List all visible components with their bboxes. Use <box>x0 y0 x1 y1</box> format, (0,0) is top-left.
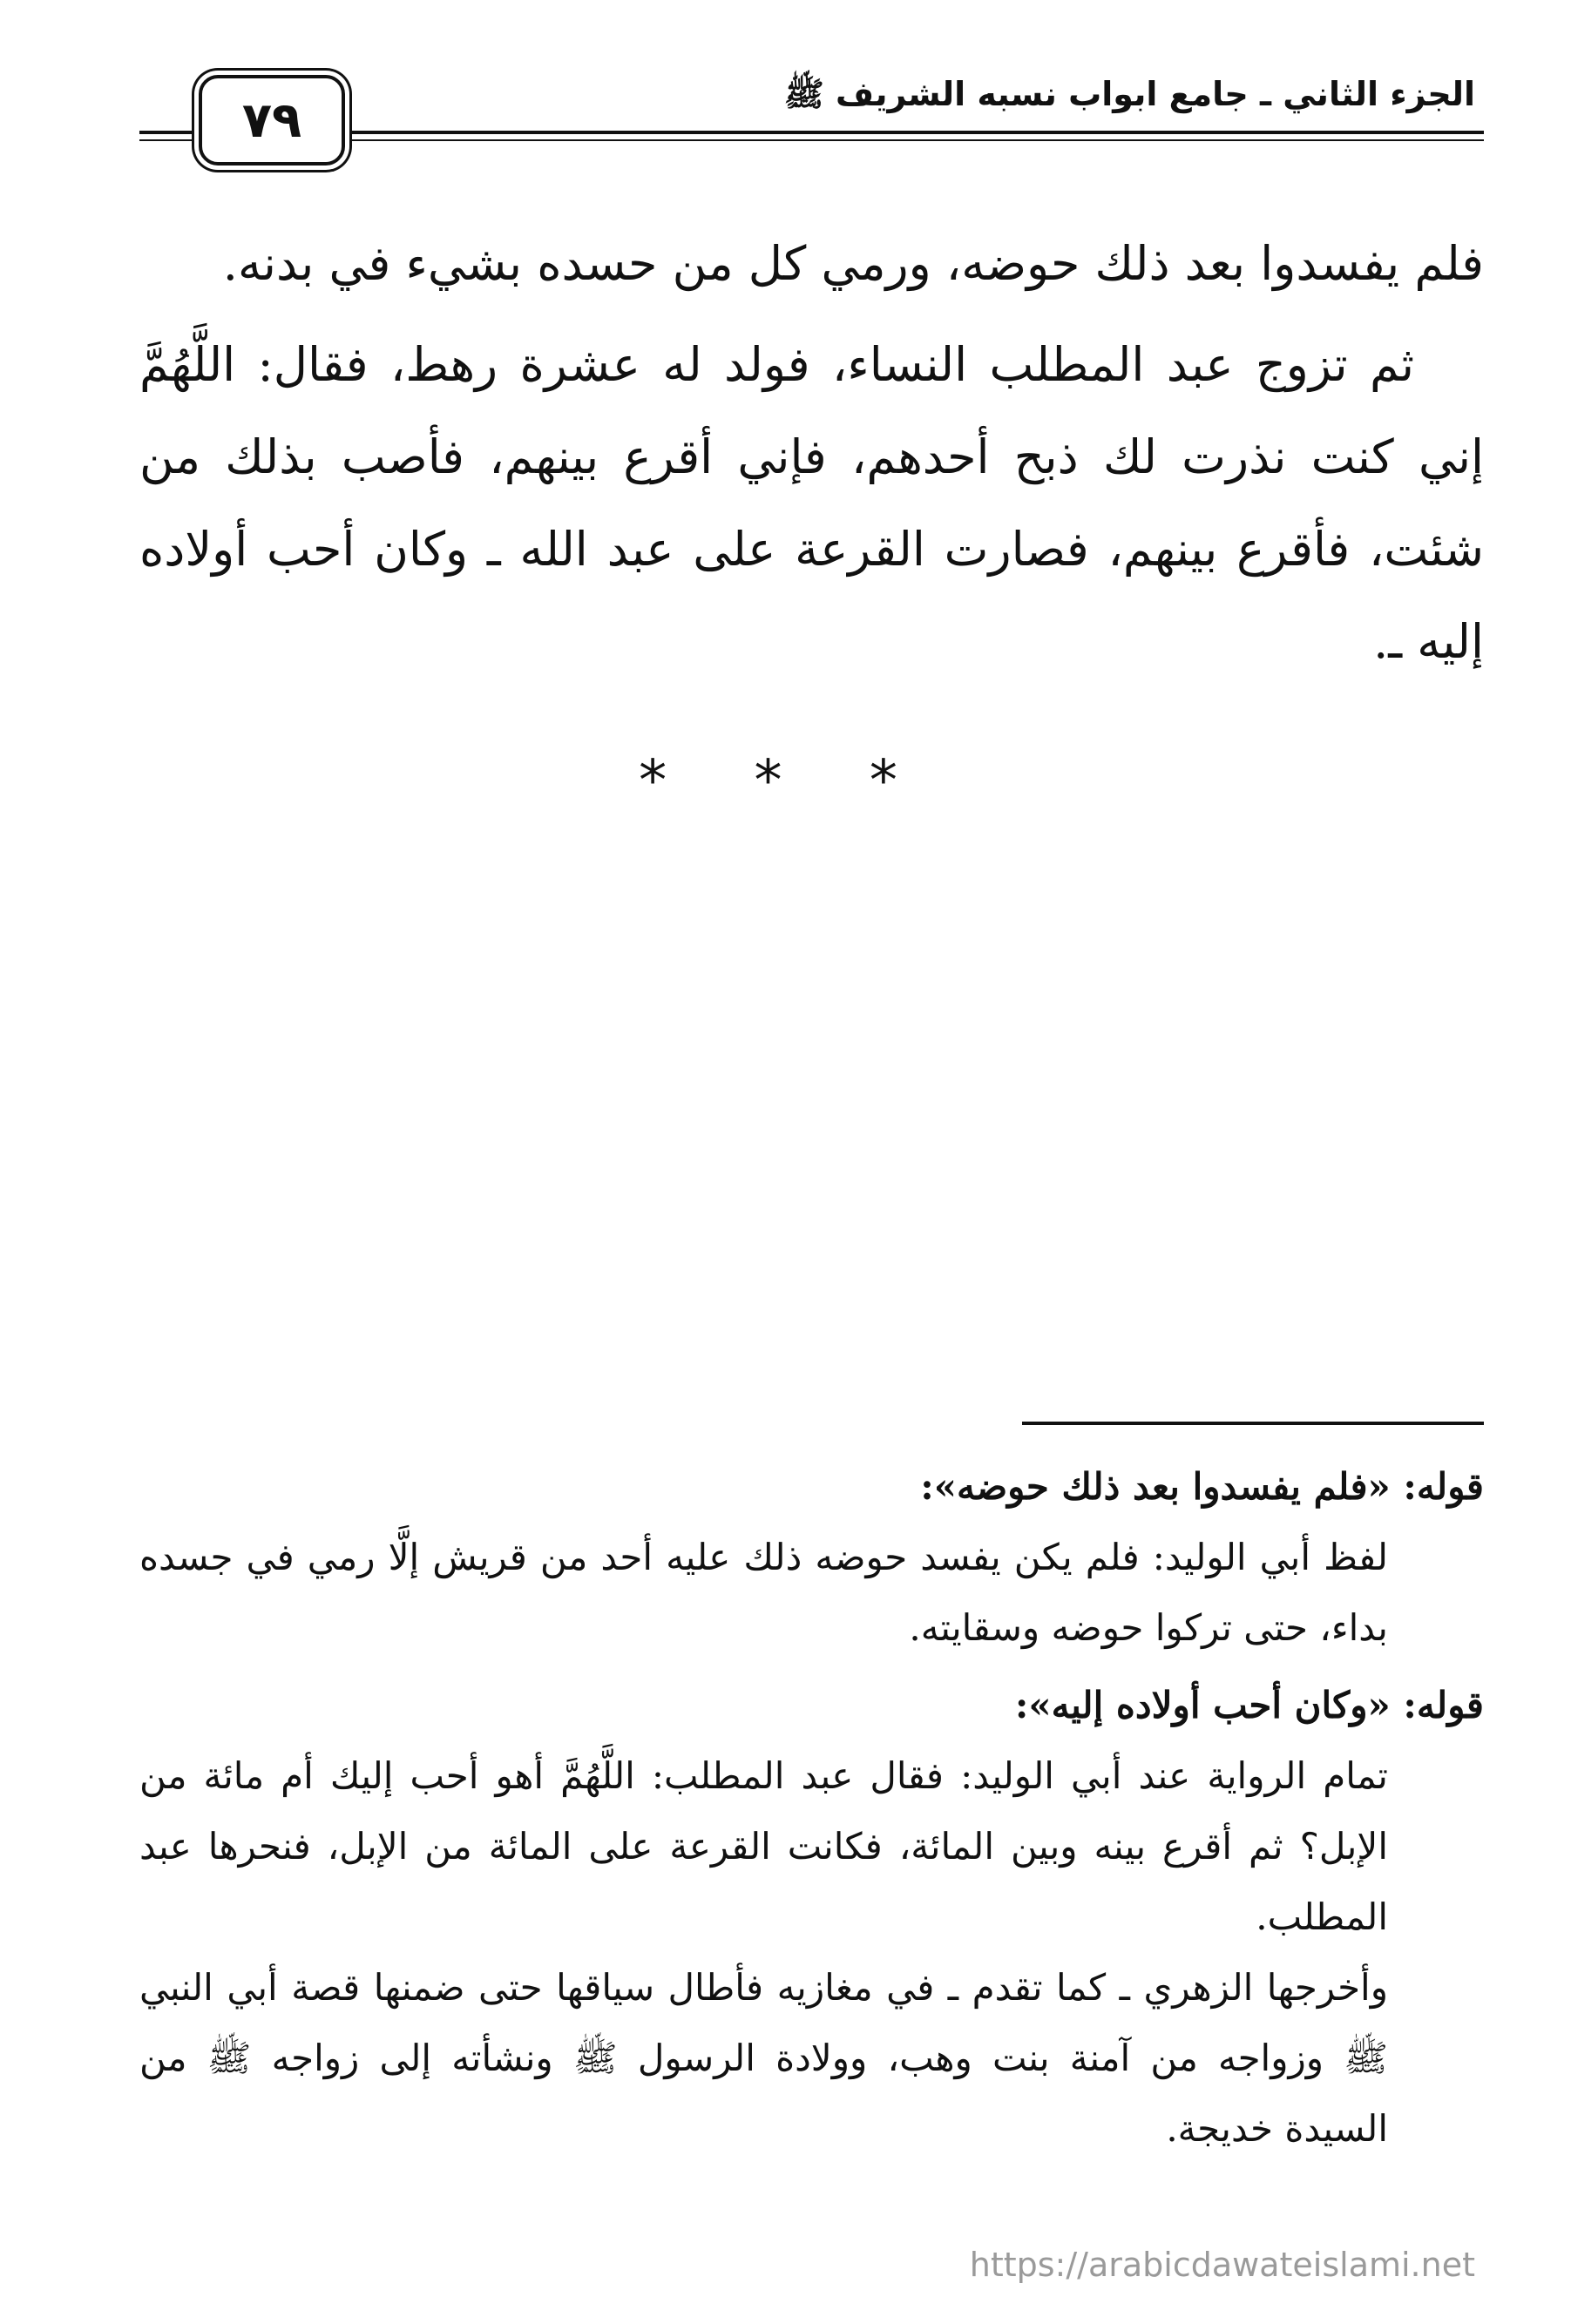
main-paragraph: فلم يفسدوا بعد ذلك حوضه، ورمي كل من حسده بشيء في بدنه. <box>222 236 1484 291</box>
watermark-url: https://arabicdawateislami.net <box>969 2246 1475 2284</box>
footnote-rule <box>1022 1422 1484 1425</box>
footnote-body: تمام الرواية عند أبي الوليد: فقال عبد المطلب: اللَّهُمَّ أهو أحب إليك أم مائة من الإبل؟ ثم أقرع بينه وبين المائة، فكانت القرعة على المائة من الإبل، فنحرها عبد المطلب. <box>139 1754 1388 1938</box>
footnote-body: وأخرجها الزهري ـ كما تقدم ـ في مغازيه فأطال سياقها حتى ضمنها قصة أبي النبي ﷺ وزواجه من آمنة بنت وهب، وولادة الرسول ﷺ ونشأته إلى زواجه ﷺ من السيدة خديجة. <box>139 1966 1388 2150</box>
running-header-title: الجزء الثاني ـ جامع ابواب نسبه الشريف ﷺ <box>783 75 1475 113</box>
main-text <box>139 218 1484 688</box>
page-number: ٧٩ <box>199 75 345 166</box>
main-paragraph: ثم تزوج عبد المطلب النساء، فولد له عشرة رهط، فقال: اللَّهُمَّ إني كنت نذرت لك ذبح أحدهم، فإني أقرع بينهم، فأصب بذلك من شئت، فأقرع بينهم، فصارت القرعة على عبد الله ـ وكان أحب أولاده إليه ـ. <box>139 337 1484 669</box>
footnote-body: لفظ أبي الوليد: فلم يكن يفسد حوضه ذلك عليه أحد من قريش إلَّا رمي في جسده بداء، حتى تركوا حوضه وسقايته. <box>139 1536 1388 1649</box>
footnote-heading: قوله: «فلم يفسدوا بعد ذلك حوضه»: <box>920 1465 1484 1508</box>
footnote-heading: قوله: «وكان أحب أولاده إليه»: <box>1014 1684 1484 1726</box>
footnotes <box>139 1451 1484 2164</box>
section-separator: * * * <box>639 749 932 814</box>
